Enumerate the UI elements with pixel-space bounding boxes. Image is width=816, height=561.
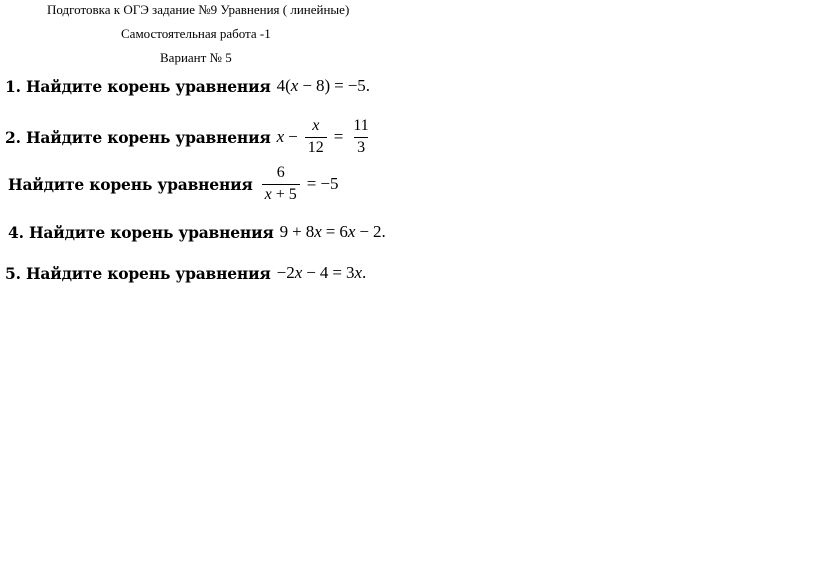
task-3-text: Найдите корень уравнения	[8, 174, 253, 194]
task-2-equation: x − $\frac{x}{12}$ = $\frac{11}{3}$	[277, 118, 375, 157]
task-4-text: 4. Найдите корень уравнения	[8, 222, 274, 242]
task-4-equation: 9 + 8 x = 6 x − 2 .	[279, 222, 386, 241]
page-title: Подготовка к ОГЭ задание №9 Уравнения ( линейные)	[47, 2, 350, 17]
task-5	[5, 263, 366, 283]
task-5-text: 5. Найдите корень уравнения	[5, 263, 271, 283]
task-2	[5, 118, 375, 157]
task-2-text: 2. Найдите корень уравнения	[5, 127, 271, 147]
fraction: $\frac{x}{12}$	[305, 118, 327, 157]
task-5-equation: −2 x − 4 = 3 x .	[276, 263, 367, 282]
page-subtitle: Самостоятельная работа -1	[121, 26, 271, 41]
task-1-equation: 4 ( x − 8 ) = −5 .	[276, 76, 371, 95]
fraction: $\frac{6}{x + 5}$	[262, 165, 300, 204]
task-3	[8, 165, 338, 204]
task-1	[5, 76, 370, 96]
task-1-text: 1. Найдите корень уравнения	[5, 76, 271, 96]
variant-label: Вариант № 5	[160, 50, 232, 65]
task-4	[8, 222, 386, 242]
task-3-equation: $\frac{6}{x + 5}$ = −5	[259, 165, 339, 204]
fraction: $\frac{11}{3}$	[353, 117, 369, 156]
